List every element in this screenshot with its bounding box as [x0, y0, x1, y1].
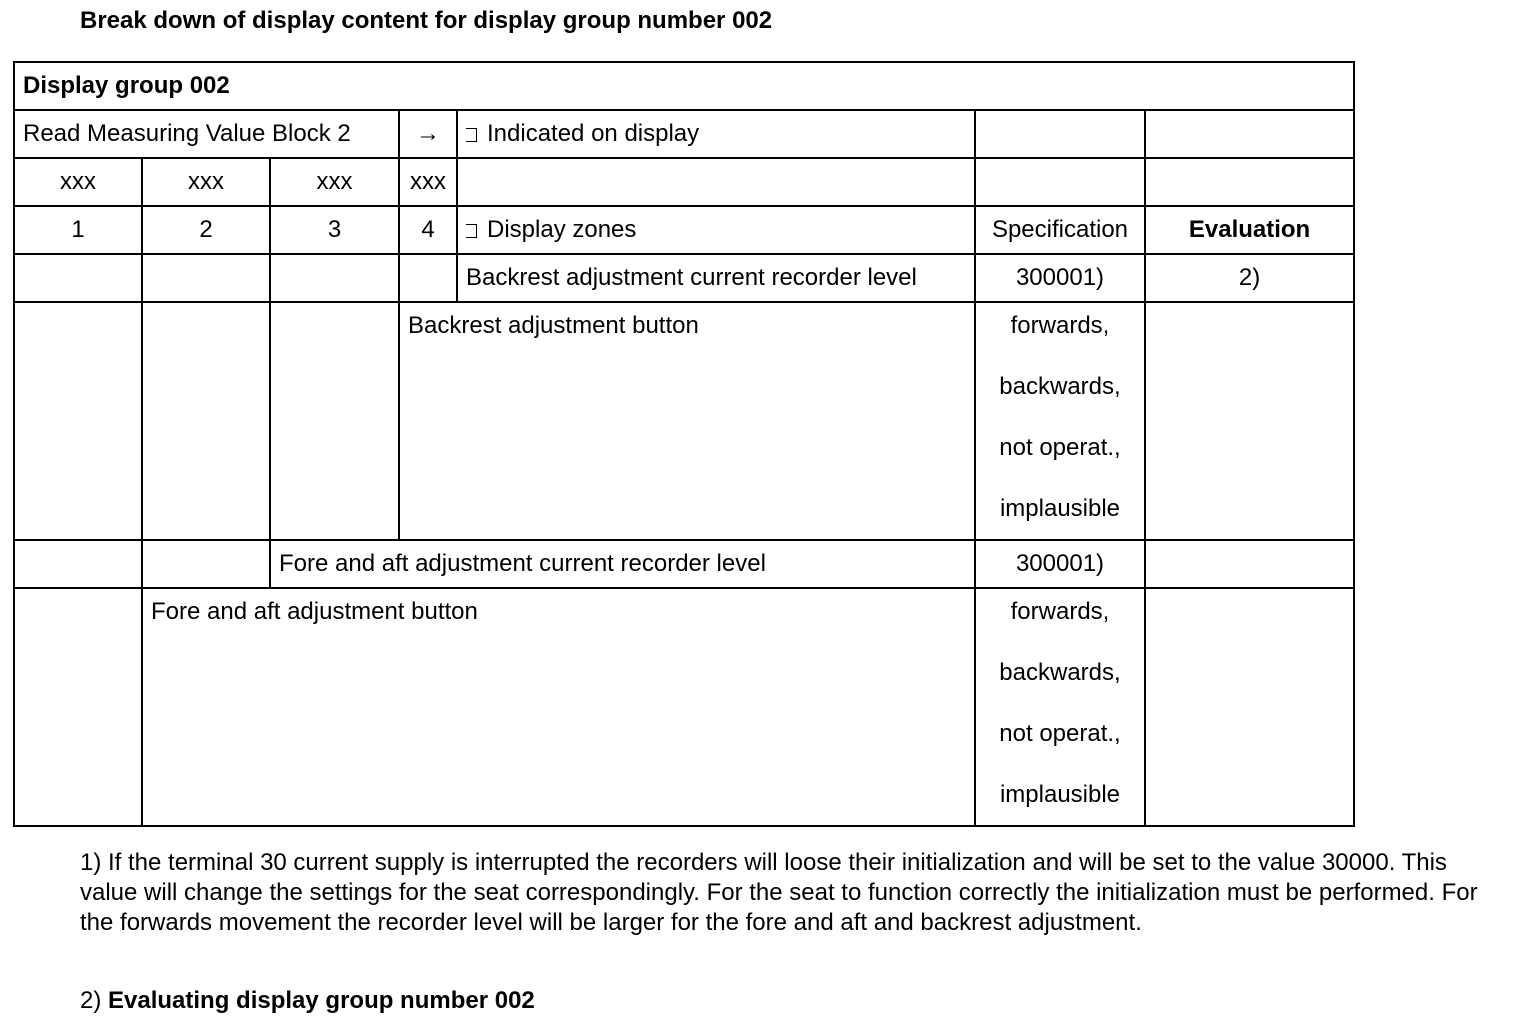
footnote-2-number: 2)	[80, 987, 102, 1014]
zone-header-row	[14, 206, 1354, 254]
evaluation-header: Evaluation	[1145, 206, 1354, 254]
footnotes	[80, 848, 1510, 1014]
empty-cell	[1145, 110, 1354, 158]
table-title: Display group 002	[14, 62, 1354, 110]
footnote-2	[80, 986, 535, 1016]
row-label: Fore and aft adjustment button	[142, 588, 975, 826]
empty-cell	[975, 158, 1145, 206]
arrow-icon: →	[399, 110, 457, 158]
display-group-table	[13, 61, 1355, 827]
zone-number: 1	[14, 206, 142, 254]
empty-cell	[14, 588, 142, 826]
empty-cell	[1145, 588, 1354, 826]
spec-option: not operat.,	[999, 720, 1121, 747]
empty-cell	[270, 254, 399, 302]
spec-value: 300001)	[975, 254, 1145, 302]
empty-cell	[270, 302, 399, 540]
empty-cell	[14, 540, 142, 588]
page-heading: Break down of display content for display group number 002	[80, 7, 773, 34]
spec-option: implausible	[999, 781, 1121, 808]
indicated-on-display: Indicated on display	[457, 110, 975, 158]
empty-cell	[142, 302, 270, 540]
placeholder-cell: xxx	[14, 158, 142, 206]
spec-option: implausible	[999, 495, 1121, 522]
empty-cell	[1145, 302, 1354, 540]
zone-number: 4	[399, 206, 457, 254]
empty-cell	[399, 254, 457, 302]
zone-number: 3	[270, 206, 399, 254]
spec-option: backwards,	[999, 659, 1121, 686]
bracket-icon	[466, 128, 477, 142]
placeholder-cell: xxx	[142, 158, 270, 206]
backrest-level-row	[14, 254, 1354, 302]
placeholder-cell: xxx	[270, 158, 399, 206]
fore-aft-button-row	[14, 588, 1354, 826]
zone-number: 2	[142, 206, 270, 254]
specification-header: Specification	[975, 206, 1145, 254]
display-zones-label: Display zones	[457, 206, 975, 254]
empty-cell	[1145, 158, 1354, 206]
row-label: Backrest adjustment button	[399, 302, 975, 540]
row-label: Fore and aft adjustment current recorder level	[270, 540, 975, 588]
fore-aft-level-row	[14, 540, 1354, 588]
empty-cell	[975, 110, 1145, 158]
eval-value: 2)	[1145, 254, 1354, 302]
spec-value: 300001)	[975, 540, 1145, 588]
bracket-icon	[466, 224, 477, 238]
spec-option: forwards,	[1010, 312, 1110, 339]
empty-cell	[1145, 540, 1354, 588]
spec-list	[975, 588, 1145, 826]
spec-list	[975, 302, 1145, 540]
footnote-1: 1) If the terminal 30 current supply is interrupted the recorders will loose their initialization and will be set to the value 30000. This value will change the settings for the seat correspondingly. For the seat to function correctly the initialization must be performed. For the forwards movement the recorder level will be larger for the fore and aft and backrest adjustment.	[80, 849, 1478, 936]
empty-cell	[142, 540, 270, 588]
backrest-button-row	[14, 302, 1354, 540]
table-title-row	[14, 62, 1354, 110]
read-block-row	[14, 110, 1354, 158]
spec-option: forwards,	[1010, 598, 1110, 625]
placeholder-cell: xxx	[399, 158, 457, 206]
spec-option: not operat.,	[999, 434, 1121, 461]
empty-cell	[457, 158, 975, 206]
empty-cell	[14, 254, 142, 302]
footnote-2-text: Evaluating display group number 002	[108, 987, 535, 1014]
placeholder-row	[14, 158, 1354, 206]
row-label: Backrest adjustment current recorder level	[457, 254, 975, 302]
empty-cell	[14, 302, 142, 540]
empty-cell	[142, 254, 270, 302]
spec-option: backwards,	[999, 373, 1121, 400]
read-block-label: Read Measuring Value Block 2	[14, 110, 399, 158]
